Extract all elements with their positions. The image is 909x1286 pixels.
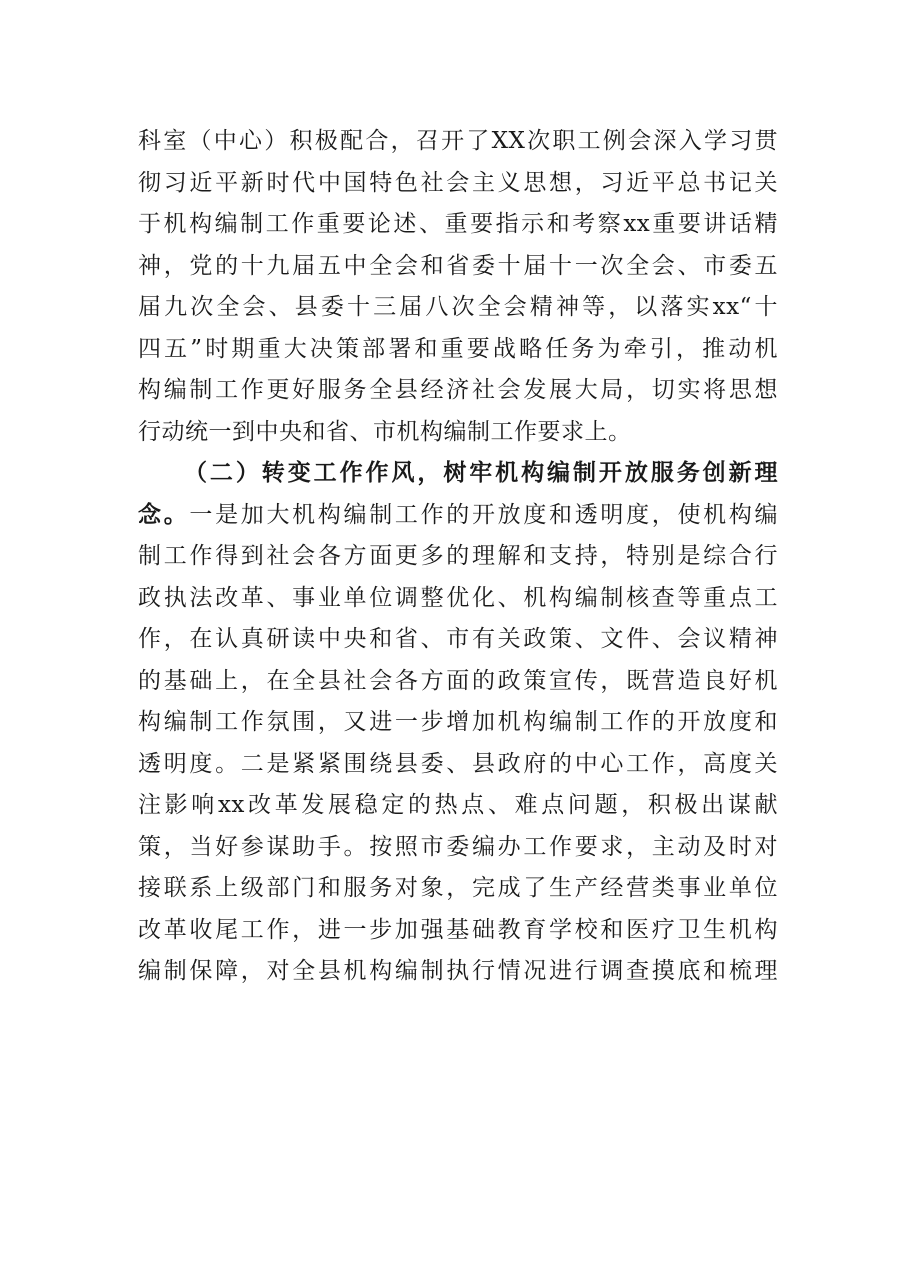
paragraph-line: 作，在认真研读中央和省、市有关政策、文件、会议精神 [138,626,778,652]
paragraph-line: 构编制工作更好服务全县经济社会发展大局，切实将思想 [138,377,778,403]
section-heading: （二）转变工作作风，树牢机构编制开放服务创新理 [184,460,778,486]
paragraph-line: 接联系上级部门和服务对象，完成了生产经营类事业单位 [138,875,778,901]
paragraph-line: 一是加大机构编制工作的开放度和透明度，使机构编 [189,501,778,528]
paragraph-line: 制工作得到社会各方面更多的理解和支持，特别是综合行 [138,543,778,569]
paragraph-line: 构编制工作氛围，又进一步增加机构编制工作的开放度和 [138,709,778,735]
paragraph-line: 的基础上，在全县社会各方面的政策宣传，既营造良好机 [138,667,778,694]
paragraph-line: 政执法改革、事业单位调整优化、机构编制核查等重点工 [138,584,778,611]
paragraph-line: 神，党的十九届五中全会和省委十届十一次全会、市委五 [138,252,778,279]
paragraph-line: 透明度。二是紧紧围绕县委、县政府的中心工作，高度关 [138,750,778,777]
paragraph-line: 届九次全会、县委十三届八次全会精神等，以落实xx“十 [138,294,778,320]
heading-continuation-line [138,495,778,537]
section-heading-end: 念。 [138,501,190,528]
paragraph-line: 四五”时期重大决策部署和重要战略任务为牵引，推动机 [138,335,778,362]
paragraph-line: 编制保障，对全县机构编制执行情况进行调查摸底和梳理 [138,958,778,984]
paragraph-line: 彻习近平新时代中国特色社会主义思想，习近平总书记关 [138,169,778,196]
body-text [138,121,778,993]
paragraph-line: 于机构编制工作重要论述、重要指示和考察xx重要讲话精 [138,211,778,237]
paragraph-line: 注影响xx改革发展稳定的热点、难点问题，积极出谋献 [138,792,778,818]
paragraph-line: 策，当好参谋助手。按照市委编办工作要求，主动及时对 [138,833,778,860]
paragraph-line: 科室（中心）积极配合，召开了XX次职工例会深入学习贯 [138,128,778,154]
paragraph-line: 行动统一到中央和省、市机构编制工作要求上。 [138,418,632,445]
paragraph-line: 改革收尾工作，进一步加强基础教育学校和医疗卫生机构 [138,916,778,943]
